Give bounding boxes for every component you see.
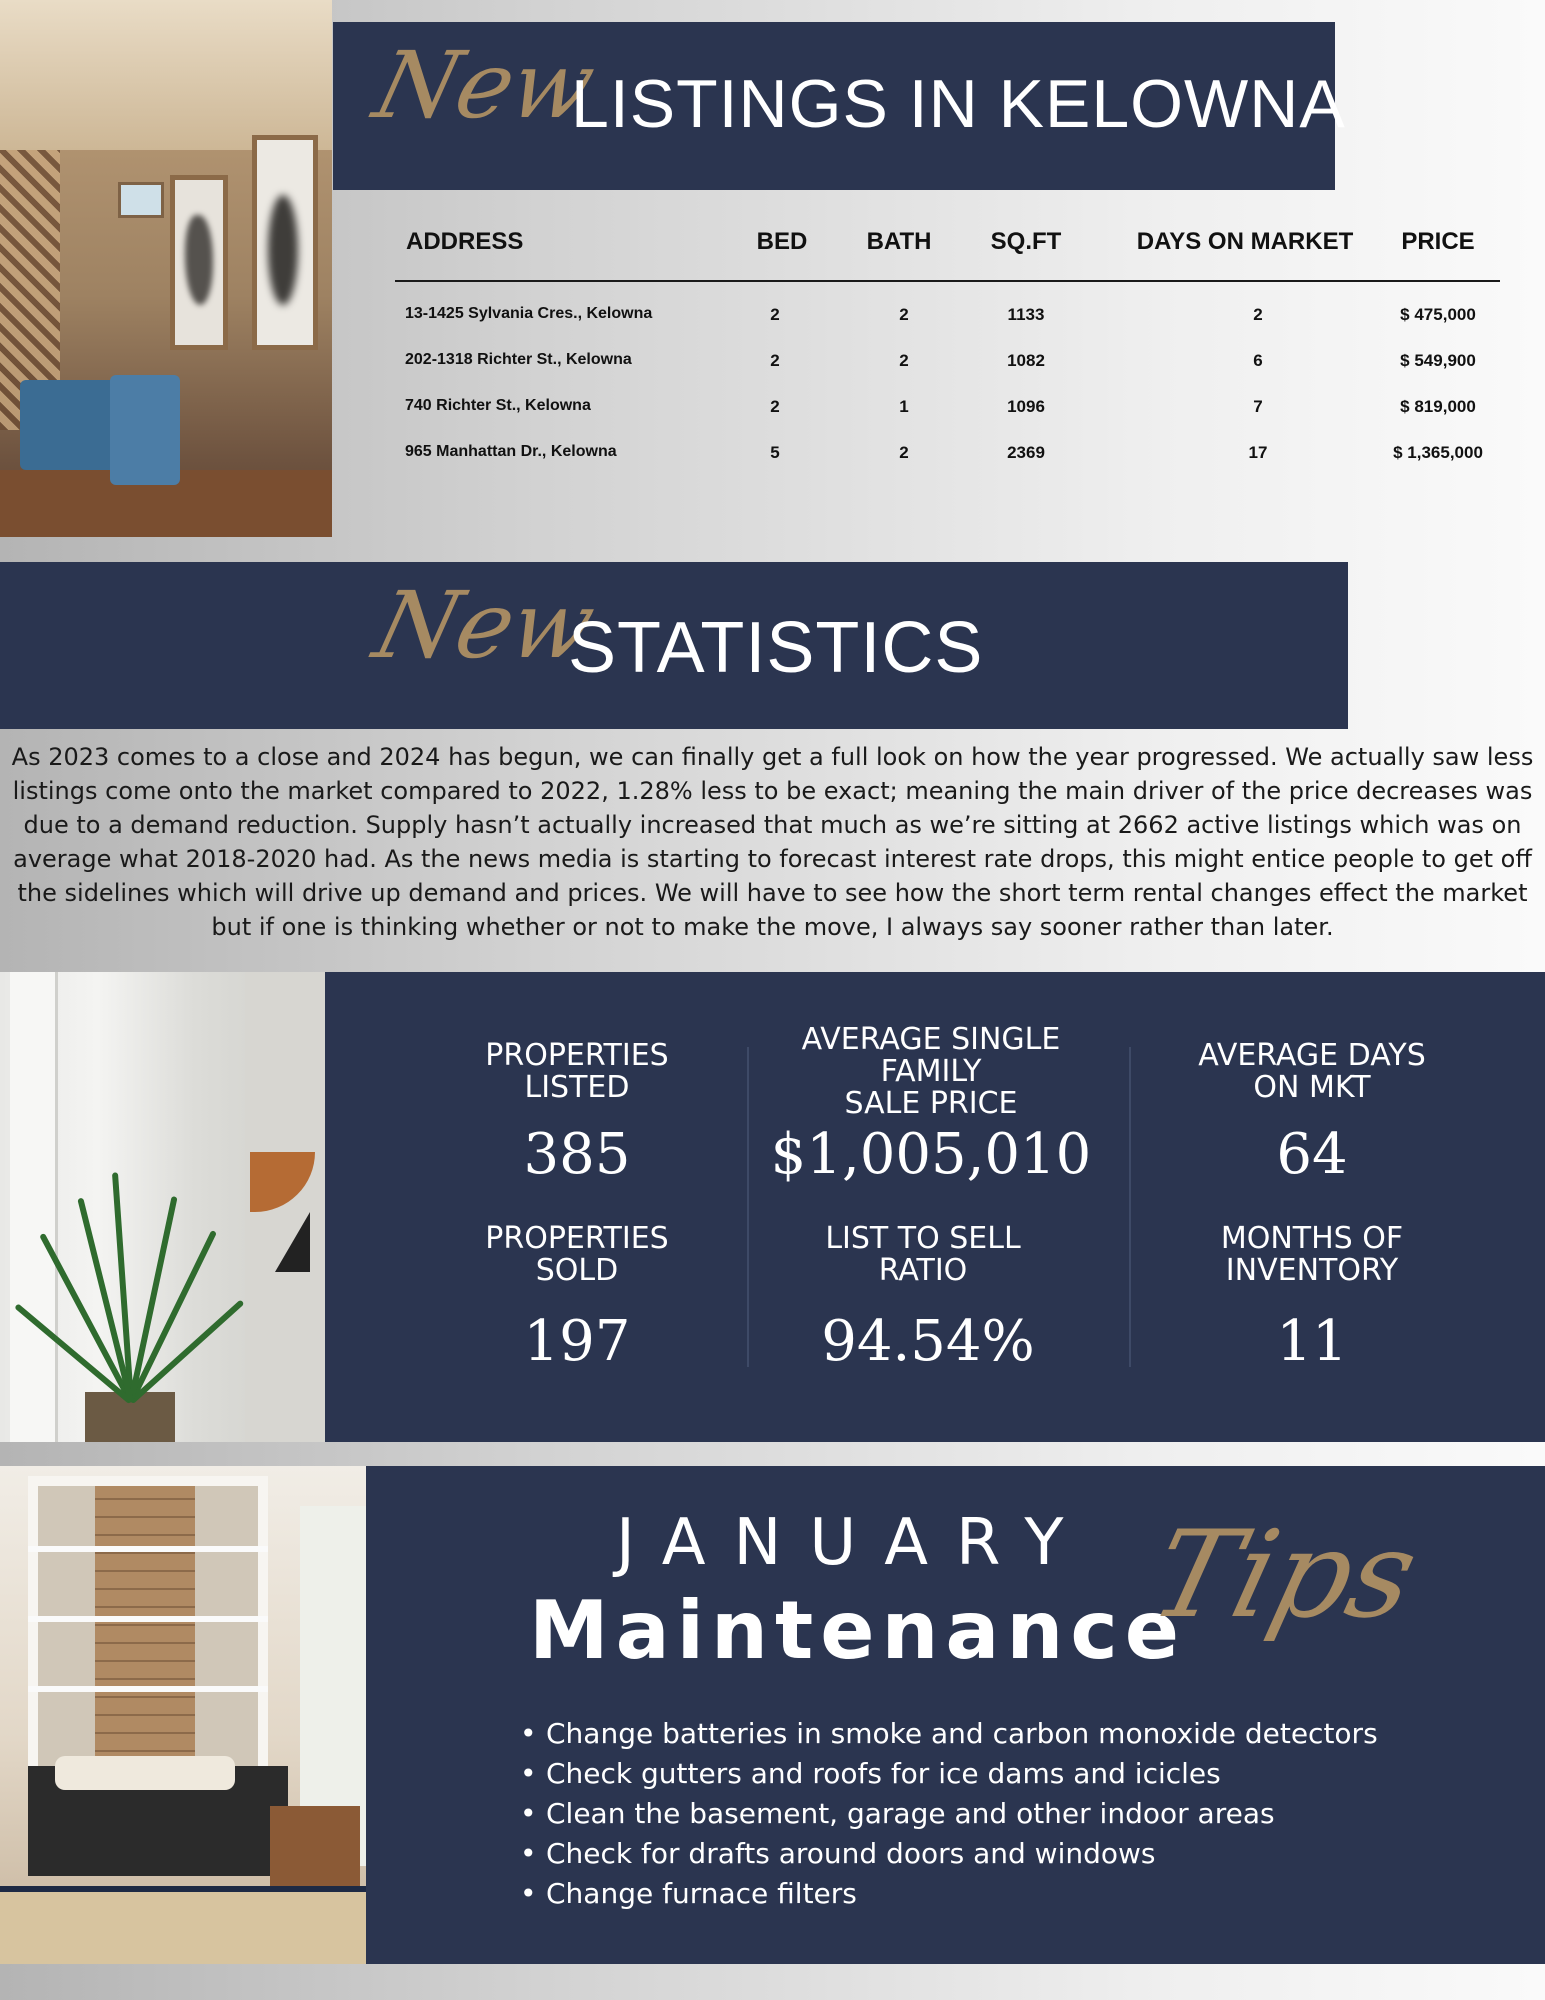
stat-label-line: SALE PRICE	[844, 1086, 1018, 1121]
header-bath: BATH	[866, 228, 932, 255]
stat-label-average-sale-price	[802, 1024, 1061, 1120]
stat-label-line: MONTHS OF	[1220, 1221, 1404, 1256]
plant-photo	[0, 972, 325, 1442]
statistics-paragraph: As 2023 comes to a close and 2024 has begun, we can finally get a full look on how the year progressed. We actually saw less listings come onto the market compared to 2022, 1.28% less to be exact; meaning the main driver of the price decreases was due to a demand reduction. Supply hasn’t actually increased that much as we’re sitting at 2662 active listings which was on average what 2018-2020 had. As the news media is starting to forecast interest rate drops, this might entice people to get off the sidelines which will drive up demand and prices. We will have to see how the short term rental changes effect the market but if one is thinking whether or not to make the move, I always say sooner rather than later.	[11, 743, 1534, 941]
photo-doorframe	[10, 972, 58, 1442]
table-row	[395, 397, 1500, 443]
list-item: • Clean the basement, garage and other indoor areas	[516, 1794, 1378, 1834]
header-address: ADDRESS	[406, 228, 524, 255]
photo-shelf	[28, 1686, 268, 1692]
photo-ceiling	[0, 0, 332, 150]
cell-address: 13-1425 Sylvania Cres., Kelowna	[405, 305, 653, 322]
stat-label-line: ON MKT	[1253, 1070, 1371, 1105]
cell-bed: 2	[770, 397, 780, 416]
photo-wooden-crate	[270, 1806, 360, 1886]
photo-artwork-ink	[185, 215, 213, 305]
cell-days: 17	[1248, 443, 1268, 462]
stat-label-line: RATIO	[878, 1253, 968, 1288]
cell-bed: 2	[770, 351, 780, 370]
list-item: • Change furnace filters	[516, 1874, 1378, 1914]
photo-plant-leaf	[128, 1196, 178, 1403]
column-divider	[747, 1047, 749, 1367]
photo-shelf	[28, 1546, 268, 1552]
cell-days: 2	[1253, 305, 1263, 324]
cell-sqft: 1082	[1007, 351, 1045, 370]
stat-label-line: SOLD	[535, 1253, 619, 1288]
cell-sqft: 1133	[1007, 305, 1045, 324]
statistics-banner	[0, 562, 1348, 729]
cell-bath: 2	[899, 351, 909, 370]
photo-artwork-ink	[268, 195, 298, 305]
cell-address: 202-1318 Richter St., Kelowna	[405, 351, 632, 368]
stat-value-properties-listed: 385	[523, 1122, 631, 1187]
stat-label-line: LIST TO SELL	[825, 1221, 1021, 1256]
cell-price: $ 475,000	[1400, 305, 1476, 324]
stat-label-line: AVERAGE SINGLE	[801, 1022, 1061, 1057]
header-bed: BED	[756, 228, 808, 255]
stat-label-line: PROPERTIES	[485, 1038, 669, 1073]
header-sqft: SQ.FT	[990, 228, 1062, 255]
stat-value-average-days: 64	[1276, 1122, 1348, 1187]
header-days-on-market: DAYS ON MARKET	[1136, 228, 1354, 255]
stat-label-months-of-inventory	[1221, 1223, 1403, 1287]
cell-address: 965 Manhattan Dr., Kelowna	[405, 443, 617, 460]
photo-armchair	[110, 375, 180, 485]
photo-plant-leaf	[128, 1230, 217, 1403]
column-divider	[1129, 1047, 1131, 1367]
stat-label-line: PROPERTIES	[485, 1221, 669, 1256]
listings-script-word: New	[364, 32, 606, 139]
cell-address: 740 Richter St., Kelowna	[405, 397, 591, 414]
listings-banner	[333, 22, 1346, 190]
listings-table	[395, 228, 1500, 489]
stat-label-line: INVENTORY	[1225, 1253, 1399, 1288]
table-header-row	[395, 228, 1500, 282]
header-price: PRICE	[1401, 228, 1475, 255]
stat-label-line: AVERAGE DAYS	[1198, 1038, 1426, 1073]
list-item: • Change batteries in smoke and carbon monoxide detectors	[516, 1714, 1378, 1754]
cell-bed: 5	[770, 443, 780, 462]
maintenance-month: JANUARY	[616, 1506, 1092, 1580]
cell-price: $ 1,365,000	[1393, 443, 1483, 462]
maintenance-title: Maintenance	[529, 1584, 1187, 1677]
stat-label-line: LISTED	[524, 1070, 630, 1105]
photo-cushion	[55, 1756, 235, 1790]
stat-label-line: FAMILY	[880, 1054, 982, 1089]
cell-bed: 2	[770, 305, 780, 324]
stat-label-average-days	[1198, 1040, 1426, 1104]
stat-value-months-of-inventory: 11	[1276, 1309, 1348, 1374]
listings-title: LISTINGS IN KELOWNA	[571, 66, 1346, 142]
stat-label-list-to-sell-ratio	[825, 1223, 1020, 1287]
cell-sqft: 1096	[1007, 397, 1045, 416]
maintenance-panel	[366, 1466, 1545, 1964]
cell-days: 6	[1253, 351, 1263, 370]
tips-list	[516, 1714, 1378, 1914]
maintenance-script-word: Tips	[1138, 1506, 1431, 1645]
photo-rug	[0, 1886, 366, 1964]
cell-bath: 2	[899, 443, 909, 462]
cell-sqft: 2369	[1007, 443, 1045, 462]
table-row	[395, 305, 1500, 351]
list-item: • Check for drafts around doors and windows	[516, 1834, 1378, 1874]
stat-label-properties-listed	[485, 1040, 668, 1104]
stats-panel	[325, 972, 1545, 1442]
list-item: • Check gutters and roofs for ice dams and icicles	[516, 1754, 1378, 1794]
cell-price: $ 819,000	[1400, 397, 1476, 416]
stat-value-list-to-sell-ratio: 94.54%	[821, 1309, 1035, 1374]
cell-days: 7	[1253, 397, 1263, 416]
table-row	[395, 443, 1500, 489]
statistics-title: STATISTICS	[568, 608, 984, 688]
statistics-script-word: New	[364, 572, 606, 679]
shelving-room-photo	[0, 1466, 366, 1964]
photo-shelf	[28, 1616, 268, 1622]
cell-bath: 1	[899, 397, 909, 416]
living-room-photo	[0, 0, 332, 537]
stat-value-properties-sold: 197	[523, 1309, 631, 1374]
stat-label-properties-sold	[485, 1223, 668, 1287]
stat-value-average-sale-price: $1,005,010	[770, 1122, 1092, 1187]
photo-brick-wall	[95, 1486, 195, 1786]
photo-window	[118, 182, 164, 218]
cell-bath: 2	[899, 305, 909, 324]
table-row	[395, 351, 1500, 397]
cell-price: $ 549,900	[1400, 351, 1476, 370]
